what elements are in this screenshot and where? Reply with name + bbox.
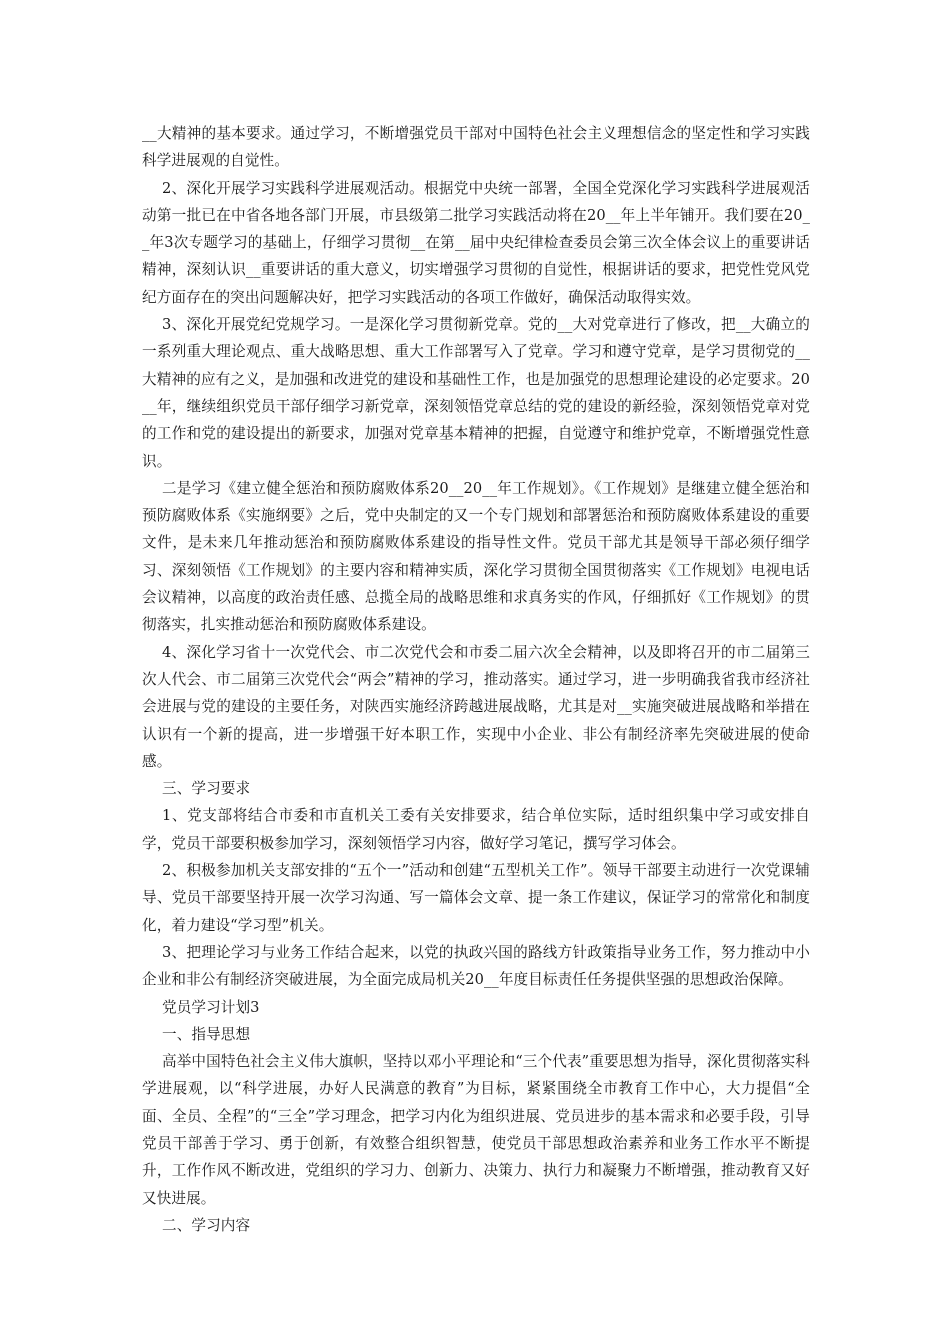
paragraph: 2、深化开展学习实践科学进展观活动。根据党中央统一部署，全国全党深化学习实践科学进展观活动第一批已在中省各地各部门开展，市县级第二批学习实践活动将在20__年上半年铺开。我们要在20__年3次专题学习的基础上，仔细学习贯彻__在第__届中央纪律检查委员会第三次全体会议上的重要讲话精神，深刻认识__重要讲话的重大意义，切实增强学习贯彻的自觉性，根据讲话的要求，把党性党风党纪方面存在的突出问题解决好，把学习实践活动的各项工作做好，确保活动取得实效。 <box>142 179 810 306</box>
paragraph: 二是学习《建立健全惩治和预防腐败体系20__20__年工作规划》。《工作规划》是继建立健全惩治和预防腐败体系《实施纲要》之后，党中央制定的又一个专门规划和部署惩治和预防腐败体系建设的重要文件，是未来几年推动惩治和预防腐败体系建设的指导性文件。党员干部尤其是领导干部必须仔细学习、深刻领悟《工作规划》的主要内容和精神实质，深化学习贯彻全国贯彻落实《工作规划》电视电话会议精神，以高度的政治责任感、总揽全局的战略思维和求真务实的作风，仔细抓好《工作规划》的贯彻落实，扎实推动惩治和预防腐败体系建设。 <box>142 479 810 634</box>
paragraph: 3、深化开展党纪党规学习。一是深化学习贯彻新党章。党的__大对党章进行了修改，把__大确立的一系列重大理论观点、重大战略思想、重大工作部署写入了党章。学习和遵守党章，是学习贯彻党的__大精神的应有之义，是加强和改进党的建设和基础性工作，也是加强党的思想理论建设的必定要求。20__年，继续组织党员干部仔细学习新党章，深刻领悟党章总结的党的建设的新经验，深刻领悟党章对党的工作和党的建设提出的新要求，加强对党章基本精神的把握，自觉遵守和维护党章，不断增强党性意识。 <box>142 316 810 470</box>
paragraph: 高举中国特色社会主义伟大旗帜，坚持以邓小平理论和“三个代表”重要思想为指导，深化贯彻落实科学进展观，以“科学进展，办好人民满意的教育”为目标，紧紧围绕全市教育工作中心，大力提倡“全面、全员、全程”的“三全”学习理念，把学习内化为组织进展、党员进步的基本需求和必要手段，引导党员干部善于学习、勇于创新，有效整合组织智慧，使党员干部思想政治素养和业务工作水平不断提升，工作作风不断改进，党组织的学习力、创新力、决策力、执行力和凝聚力不断增强，推动教育又好又快进展。 <box>142 1053 810 1207</box>
paragraph: 3、把理论学习与业务工作结合起来，以党的执政兴国的路线方针政策指导业务工作，努力推动中小企业和非公有制经济突破进展，为全面完成局机关20__年度目标责任任务提供坚强的思想政治保障。 <box>142 943 810 989</box>
paragraph: 4、深化学习省十一次党代会、市二次党代会和市委二届六次全会精神，以及即将召开的市二届第三次人代会、市二届第三次党代会“两会”精神的学习，推动落实。通过学习，进一步明确我省我市经济社会进展与党的建设的主要任务，对陕西实施经济跨越进展战略，尤其是对__实施突破进展战略和举措在认识有一个新的提高，进一步增强干好本职工作，实现中小企业、非公有制经济率先突破进展的使命感。 <box>142 643 810 770</box>
section-heading: 一、指导思想 <box>162 1025 251 1043</box>
paragraph: 2、积极参加机关支部安排的“五个一”活动和创建“五型机关工作”。领导干部要主动进行一次党课辅导、党员干部要坚持开展一次学习沟通、写一篇体会文章、提一条工作建议，保证学习的常常化和制度化，着力建设“学习型”机关。 <box>142 862 810 934</box>
section-heading: 二、学习内容 <box>162 1216 251 1234</box>
document-title: 党员学习计划3 <box>162 998 260 1016</box>
paragraph: 1、党支部将结合市委和市直机关工委有关安排要求，结合单位实际，适时组织集中学习或安排自学，党员干部要积极参加学习，深刻领悟学习内容，做好学习笔记，撰写学习体会。 <box>142 807 810 852</box>
section-heading: 三、学习要求 <box>162 780 251 798</box>
document-page <box>142 120 810 1239</box>
paragraph: __大精神的基本要求。通过学习，不断增强党员干部对中国特色社会主义理想信念的坚定性和学习实践科学进展观的自觉性。 <box>142 125 810 170</box>
